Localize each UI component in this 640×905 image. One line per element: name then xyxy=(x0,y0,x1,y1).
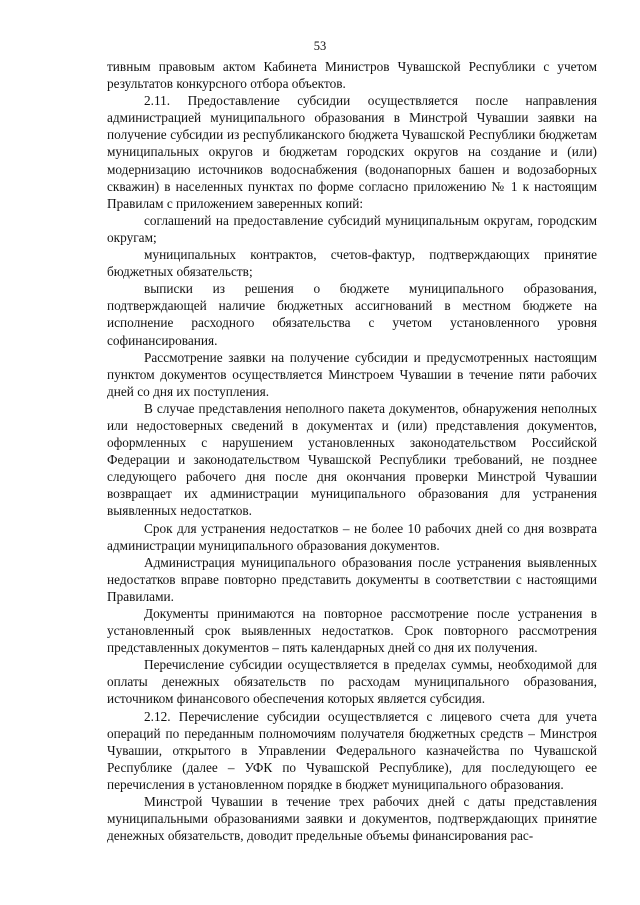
paragraph-transfer-limits: Перечисление субсидии осуществляется в пределах суммы, необходимой для оплаты денежных обязательств по расходам муниципального образования, источником финансового обеспечения которых является субсидия. xyxy=(107,657,597,707)
paragraph-2-12: 2.12. Перечисление субсидии осуществляется с лицевого счета для учета операций по переданным полномочиям получателя бюджетных средств – Минстроя Чувашии, открытого в Управлении Федерального казначейства по Чувашской Республике (далее – УФК по Чувашской Республике), для последующего ее перечисления в установленном порядке в бюджет муниципального образования. xyxy=(107,708,597,792)
paragraph-resubmission: Администрация муниципального образования после устранения выявленных недостатков вправе повторно представить документы в соответствии с настоящими Правилами. xyxy=(107,554,597,604)
paragraph-incomplete-package: В случае представления неполного пакета документов, обнаружения неполных или недостоверных сведений в документах и (или) представления документов, оформленных с нарушением установленных законодательством Российской Федерации и законодательством Чувашской Республики требований, не позднее следующего рабочего дня после дня окончания проверки Минстрой Чувашии возвращает их администрации муниципального образования для устранения выявленных недостатков. xyxy=(107,400,597,519)
page-number: 53 xyxy=(313,39,327,53)
paragraph-financing-limits: Минстрой Чувашии в течение трех рабочих дней с даты представления муниципальными образованиями заявки и документов, подтверждающих принятие денежных обязательств, доводит предельные объемы финансирования рас- xyxy=(107,794,597,844)
paragraph-contracts: муниципальных контрактов, счетов-фактур, подтверждающих принятие бюджетных обязательств; xyxy=(107,247,597,280)
paragraph-budget-extract: выписки из решения о бюджете муниципального образования, подтверждающей наличие бюджетных ассигнований в местном бюджете на исполнение расходного обязательства с учетом установленного уровня софинансирования. xyxy=(107,281,597,348)
paragraph-re-review: Документы принимаются на повторное рассмотрение после устранения в установленный срок выявленных недостатков. Срок повторного рассмотрения представленных документов – пять календарных дней со дня их получения. xyxy=(107,606,597,656)
body-text xyxy=(107,58,597,844)
paragraph-2-11: 2.11. Предоставление субсидии осуществляется после направления администрацией муниципального образования в Минстрой Чувашии заявки на получение субсидии из республиканского бюджета Чувашской Республики бюджетам муниципальных округов и бюджетам городских округов на создание и (или) модернизацию источников водоснабжения (водонапорных башен и водозаборных скважин) в населенных пунктах по форме согласно приложению № 1 к настоящим Правилам с приложением заверенных копий: xyxy=(107,93,597,211)
paragraph-correction-term: Срок для устранения недостатков – не более 10 рабочих дней со дня возврата администрации муниципального образования документов. xyxy=(107,520,597,553)
paragraph-review: Рассмотрение заявки на получение субсидии и предусмотренных настоящим пунктом документов осуществляется Минстроем Чувашии в течение пяти рабочих дней со дня их поступления. xyxy=(107,349,597,399)
paragraph-agreements: соглашений на предоставление субсидий муниципальным округам, городским округам; xyxy=(107,212,597,245)
paragraph-continuation: тивным правовым актом Кабинета Министров Чувашской Республики с учетом результатов конкурсного отбора объектов. xyxy=(107,59,597,92)
